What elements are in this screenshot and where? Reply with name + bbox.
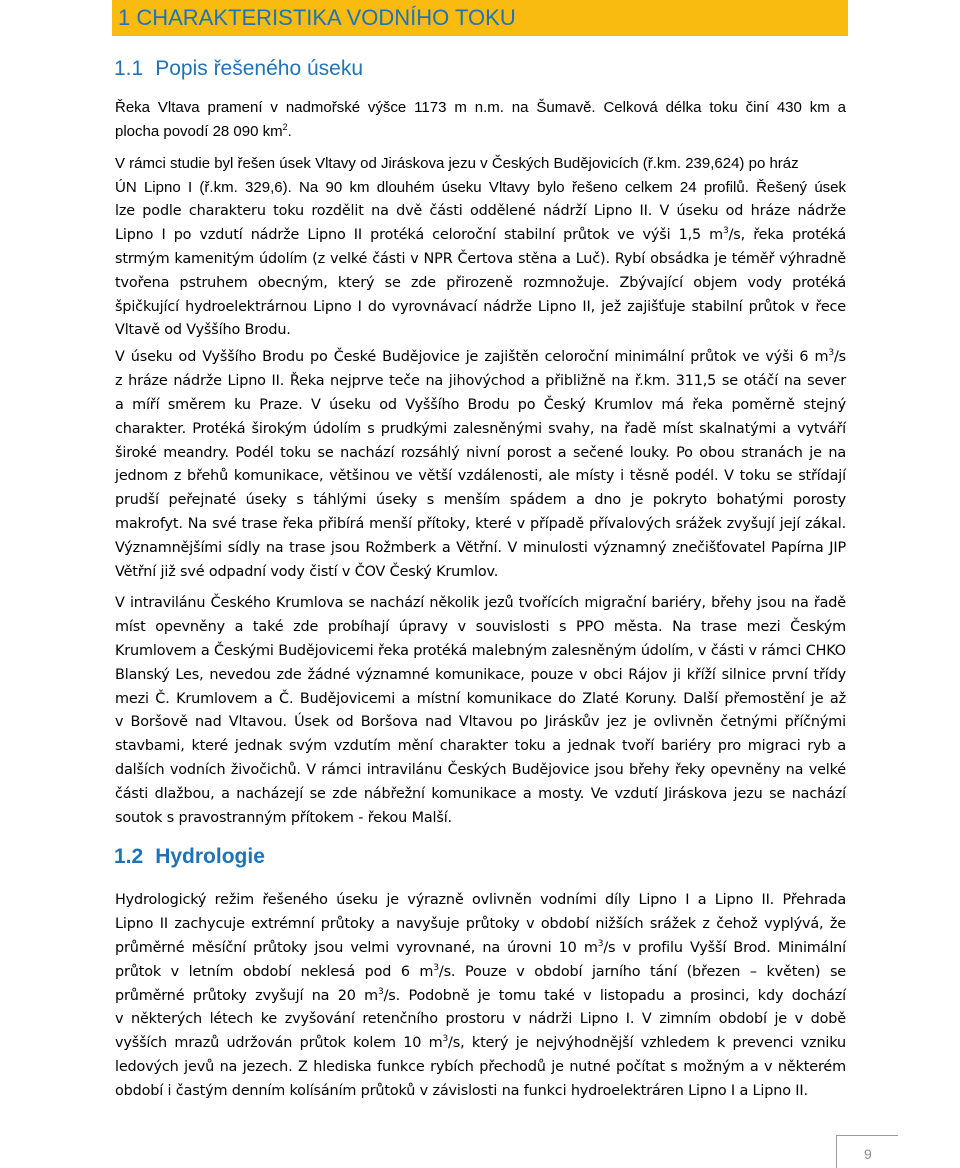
text-line: jednom z břehů komunikace, většinou ve větší vzdálenosti, ale místy i těsně podél. V toku se střídají bbox=[115, 468, 846, 485]
text-line: v některých létech ke zvyšování retenčního prostoru v nádrži Lipno I. V zimním období je v době bbox=[115, 1011, 846, 1028]
text-line: špičkující hydroelektrárnou Lipno I do vyrovnávací nádrže Lipno II, jež zajišťuje stabilní průtok v řece bbox=[115, 298, 846, 315]
text-line: stavbami, které jednak svým vzdutím mění charakter toku a jednak tvoří bariéry pro migraci ryb a bbox=[115, 738, 846, 755]
text-line: průměrné průtoky zvyšují na 20 $m^3/s$. Podobně je tomu také v listopadu a prosinci, kdy dochází bbox=[115, 986, 846, 1004]
text-line: V rámci studie byl řešen úsek Vltavy od Jiráskova jezu v Českých Budějovicích (ř.km. 239,624) po hráz bbox=[115, 155, 799, 172]
text-line: Významnějšími sídly na trase jsou Rožmberk a Větřní. V minulosti významný znečišťovatel Papírna JIP bbox=[115, 540, 846, 557]
text-line: ÚN Lipno I (ř.km. 329,6). Na 90 km dlouhém úseku Vltavy bylo řešeno celkem 24 profilů. Řešený úsek bbox=[115, 178, 846, 196]
text-line: Větřní již své odpadní vody čistí v ČOV Český Krumlov. bbox=[115, 564, 499, 581]
section-heading-1-2 bbox=[114, 845, 265, 869]
text-line: makrofyt. Na své trase řeka přibírá menší přítoky, které v případě přívalových srážek zvyšují její zákal. bbox=[115, 516, 846, 533]
text-line: Lipno I po vzdutí nádrže Lipno II protéká celoroční stabilní průtok ve výši 1,5 $m^3/s$, řeka protéká bbox=[115, 226, 846, 243]
text-line: části dlažbou, a nacházejí se zde nábřežní komunikace a mosty. Ve vzdutí Jiráskova jezu se nachází bbox=[115, 786, 846, 803]
text-line: mezi Č. Krumlovem a Č. Budějovicemi a místní komunikace do Zlaté Koruny. Další přemostění je až bbox=[115, 690, 846, 707]
footer-rule bbox=[836, 1135, 898, 1136]
text-line: vyšších mrazů udržován průtok kolem 10 $m^3/s$, který je nejvýhodnější vzhledem k prevenci vzniku bbox=[115, 1034, 846, 1052]
text-line: plocha povodí 28 090 $km^2$. bbox=[115, 121, 292, 140]
text-line: průměrné měsíční průtoky jsou velmi vyrovnané, na úrovni 10 $m^3/s$ v profilu Vyšší Brod. Minimální bbox=[115, 938, 846, 956]
section-number: 1.1 bbox=[114, 57, 144, 80]
text-line: široké meandry. Podél toku se nachází rozsáhlý nivní porost a sečené louky. Po obou stranách je na bbox=[115, 444, 846, 461]
text-line: Řeka Vltava pramení v nadmořské výšce 1173 m n.m. na Šumavě. Celková délka toku činí 430 km a bbox=[115, 99, 846, 116]
text-line: prudší peřejnaté úseky s táhlými úseky s menším spádem a dno je pokryto bohatými porosty bbox=[115, 492, 846, 509]
text-line: Lipno II zachycuje extrémní průtoky a navyšuje průtoky v období nižších srážek z čehož vyplývá, že bbox=[115, 915, 846, 932]
section-title: Popis řešeného úseku bbox=[155, 57, 364, 80]
section-heading-1-1 bbox=[114, 57, 363, 81]
footer-rule-vertical bbox=[836, 1135, 837, 1168]
section-title: Hydrologie bbox=[155, 845, 265, 868]
paragraph-5 bbox=[115, 889, 846, 1104]
text-line: Krumlovem a Českými Budějovicemi řeka protéká malebným zalesněným údolím, v části v rámci CHKO bbox=[115, 642, 846, 659]
text-line: tvořena pstruhem obecným, který se zde přirozeně rozmnožuje. Zbývající objem vody protéká bbox=[115, 274, 846, 291]
chapter-heading: 1 CHARAKTERISTIKA VODNÍHO TOKU bbox=[112, 0, 848, 36]
text-line: V úseku od Vyššího Brodu po České Budějovice je zajištěn celoroční minimální průtok ve výši 6 $m^3/s$ bbox=[115, 348, 846, 365]
paragraph-2-cont bbox=[115, 200, 846, 343]
paragraph-3 bbox=[115, 346, 846, 585]
text-line: lze podle charakteru toku rozdělit na dvě části oddělené nádrží Lipno II. V úseku od hráze nádrže bbox=[115, 203, 846, 219]
text-line: z hráze nádrže Lipno II. Řeka nejprve teče na jihovýchod a přibližně na ř.km. 311,5 se otáčí na sever bbox=[115, 372, 846, 389]
text-line: Hydrologický režim řešeného úseku je výrazně ovlivněn vodními díly Lipno I a Lipno II. Přehrada bbox=[115, 892, 846, 908]
paragraph-2 bbox=[115, 152, 846, 200]
paragraph-1 bbox=[115, 96, 846, 144]
text-line: míst opevněny a také zde probíhají úpravy v souvislosti s PPO města. Na trase mezi Českým bbox=[115, 618, 846, 635]
text-line: Blanský Les, nevedou zde žádné významné komunikace, pouze v obci Rájov ji kříží silnice první třídy bbox=[115, 666, 846, 683]
text-line: charakter. Protéká širokým údolím s prudkými zalesněnými svahy, na řadě míst skalnatými a vytváří bbox=[115, 420, 846, 437]
text-line: Vltavě od Vyššího Brodu. bbox=[115, 322, 291, 339]
text-line: ledových jevů na jezech. Z hlediska funkce rybích přechodů je nutné počítat s možným a v některém bbox=[115, 1059, 846, 1076]
text-line: dalších vodních živočichů. V rámci intravilánu Českých Budějovice jsou břehy řeky opevněny na velké bbox=[115, 762, 846, 779]
text-line: soutok s pravostranným přítokem - řekou Malší. bbox=[115, 810, 452, 827]
text-line: V intravilánu Českého Krumlova se nachází několik jezů tvořících migrační bariéry, břehy jsou na řadě bbox=[115, 595, 846, 611]
text-line: v Boršově nad Vltavou. Úsek od Boršova nad Vltavou po Jiráskův jez je ovlivněn četnými příčnými bbox=[115, 714, 846, 731]
text-line: a míří směrem ku Praze. V úseku od Vyššího Brodu po Český Krumlov má řeka poměrně stejný bbox=[115, 396, 846, 413]
text-line: období i častým denním kolísáním průtoků v závislosti na funkci hydroelektráren Lipno I a Lipno II. bbox=[115, 1083, 808, 1100]
paragraph-4 bbox=[115, 592, 846, 831]
text-line: průtok v letním období neklesá pod 6 $m^3/s$. Pouze v období jarního tání (březen – květen) se bbox=[115, 962, 846, 980]
section-number: 1.2 bbox=[114, 845, 144, 868]
text-line: strmým kamenitým údolím (z velké části v NPR Čertova stěna a Luč). Rybí obsádka je téměř výhradně bbox=[115, 250, 846, 267]
page-number: 9 bbox=[864, 1146, 872, 1162]
